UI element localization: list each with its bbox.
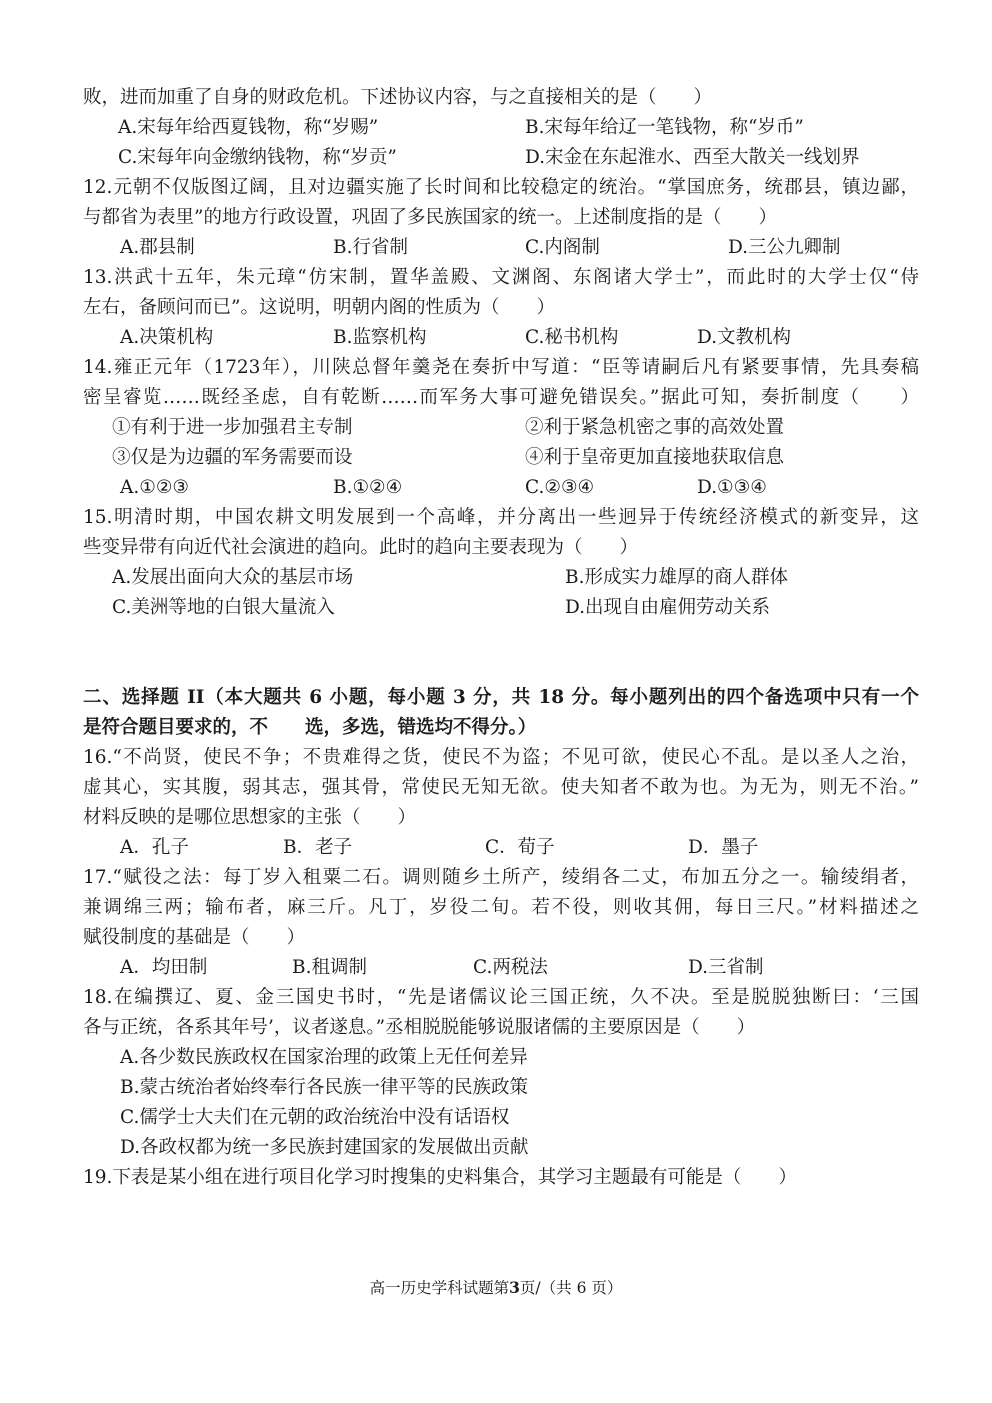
question-14-option-b: B.①②④ (333, 477, 403, 498)
question-12-text-line: 12.元朝不仅版图辽阔，且对边疆实施了长时间和比较稳定的统治。“掌国庶务，统郡县，镇边鄙， (83, 177, 919, 198)
question-18-text-line: 各与正统，各系其年号’，议者遂息。”丞相脱脱能够说服诸儒的主要原因是（ ） (83, 1017, 756, 1038)
page-footer (0, 1276, 992, 1300)
question-12-option-d: D.三公九卿制 (728, 237, 841, 258)
question-17-option-c: C.两税法 (473, 957, 548, 978)
question-14-option-c: C.②③④ (525, 477, 595, 498)
question-16-option-a: A．孔子 (120, 837, 189, 858)
question-12-option-a: A.郡县制 (120, 237, 195, 258)
question-18-option-c: C.儒学士大夫们在元朝的政治统治中没有话语权 (120, 1107, 510, 1128)
question-11-option-a: A.宋每年给西夏钱物，称“岁赐” (118, 117, 379, 138)
question-18-option-b: B.蒙古统治者始终奉行各民族一律平等的民族政策 (120, 1077, 528, 1098)
question-13-text-line: 左右，备顾问而已”。这说明，明朝内阁的性质为（ ） (83, 297, 555, 318)
question-17-option-b: B.租调制 (292, 957, 367, 978)
question-15-option-a: A.发展出面向大众的基层市场 (112, 567, 354, 588)
question-12-text-line: 与都省为表里”的地方行政设置，巩固了多民族国家的统一。上述制度指的是（ ） (83, 207, 777, 228)
question-13-text-line: 13.洪武十五年，朱元璋“仿宋制，置华盖殿、文渊阁、东阁诸大学士”，而此时的大学士仅“侍 (83, 267, 919, 288)
question-13-option-d: D.文教机构 (697, 327, 792, 348)
question-13-option-c: C.秘书机构 (525, 327, 619, 348)
question-14-item-4: ④利于皇帝更加直接地获取信息 (525, 447, 785, 468)
question-15-option-b: B.形成实力雄厚的商人群体 (565, 567, 788, 588)
question-15-option-c: C.美洲等地的白银大量流入 (112, 597, 335, 618)
question-15-option-d: D.出现自由雇佣劳动关系 (565, 597, 771, 618)
question-18-text-line: 18.在编撰辽、夏、金三国史书时，“先是诸儒议论三国正统，久不决。至是脱脱独断曰：‘三国 (83, 987, 919, 1008)
question-16-text-line: 材料反映的是哪位思想家的主张（ ） (83, 807, 417, 828)
question-16-text-line: 虚其心，实其腹，弱其志，强其骨，常使民无知无欲。使夫知者不敢为也。为无为，则无不治。” (83, 777, 919, 798)
question-12-option-b: B.行省制 (333, 237, 408, 258)
question-18-option-a: A.各少数民族政权在国家治理的政策上无任何差异 (120, 1047, 528, 1068)
question-11-option-c: C.宋每年向金缴纳钱物，称“岁贡” (118, 147, 397, 168)
question-16-text-line: 16.“不尚贤，使民不争；不贵难得之货，使民不为盗；不见可欲，使民心不乱。是以圣人之治， (83, 747, 919, 768)
question-14-option-a: A.①②③ (120, 477, 189, 498)
question-14-text-line: 密呈睿览……既经圣虑，自有乾断……而军务大事可避免错误矣。”据此可知，奏折制度（ ） (83, 387, 919, 408)
question-16-option-c: C．荀子 (485, 837, 555, 858)
question-17-text-line: 赋役制度的基础是（ ） (83, 927, 306, 948)
question-15-text-line: 15.明清时期，中国农耕文明发展到一个高峰，并分离出一些迥异于传统经济模式的新变异，这 (83, 507, 919, 528)
question-11-option-d: D.宋金在东起淮水、西至大散关一线划界 (525, 147, 860, 168)
question-13-option-b: B.监察机构 (333, 327, 427, 348)
question-17-text-line: 17.“赋役之法：每丁岁入租粟二石。调则随乡土所产，绫绢各二丈，布加五分之一。输绫绢者， (83, 867, 919, 888)
question-14-item-2: ②利于紧急机密之事的高效处置 (525, 417, 785, 438)
question-16-option-b: B．老子 (283, 837, 353, 858)
question-14-text-line: 14.雍正元年（1723年），川陕总督年羹尧在奏折中写道：“臣等请嗣后凡有紧要事情，先具奏稿 (83, 357, 919, 378)
question-16-option-d: D．墨子 (688, 837, 759, 858)
footer-prefix: 高一历史学科试题第 (369, 1279, 510, 1297)
section-2-heading-line: 二、选择题 II（本大题共 6 小题，每小题 3 分，共 18 分。每小题列出的四个备选项中只有一个 (83, 687, 919, 708)
footer-suffix: 页/（共 6 页） (519, 1279, 623, 1297)
question-11-option-b: B.宋每年给辽一笔钱物，称“岁币” (525, 117, 804, 138)
question-14-option-d: D.①③④ (697, 477, 767, 498)
question-17-option-a: A．均田制 (120, 957, 208, 978)
question-18-option-d: D.各政权都为统一多民族封建国家的发展做出贡献 (120, 1137, 529, 1158)
question-13-option-a: A.决策机构 (120, 327, 214, 348)
footer-page-number: 3 (509, 1278, 520, 1297)
question-14-item-3: ③仅是为边疆的军务需要而设 (112, 447, 353, 468)
question-14-item-1: ①有利于进一步加强君主专制 (112, 417, 353, 438)
section-2-heading-line: 是符合题目要求的，不 选，多选，错选均不得分。） (83, 717, 537, 738)
question-15-text-line: 些变异带有向近代社会演进的趋向。此时的趋向主要表现为（ ） (83, 537, 639, 558)
question-19-text-line: 19.下表是某小组在进行项目化学习时搜集的史料集合，其学习主题最有可能是（ ） (83, 1167, 797, 1188)
question-17-option-d: D.三省制 (688, 957, 764, 978)
question-12-option-c: C.内阁制 (525, 237, 600, 258)
question-17-text-line: 兼调绵三两；输布者，麻三斤。凡丁，岁役二旬。若不役，则收其佣，每日三尺。”材料描述之 (83, 897, 919, 918)
question-11-text-line: 败，进而加重了自身的财政危机。下述协议内容，与之直接相关的是（ ） (83, 87, 713, 108)
